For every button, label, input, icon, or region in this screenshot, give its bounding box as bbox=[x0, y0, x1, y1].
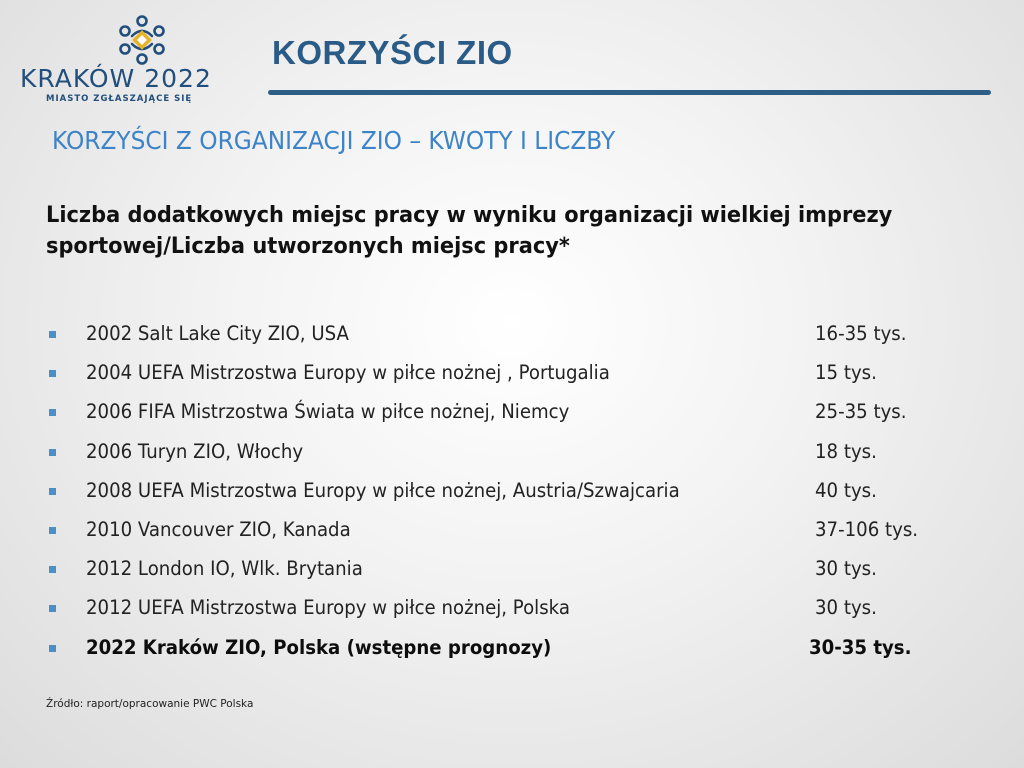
item-value: 18 tys. bbox=[815, 439, 877, 463]
jobs-list bbox=[44, 318, 984, 671]
square-bullet-icon bbox=[49, 370, 56, 377]
item-label: 2006 FIFA Mistrzostwa Świata w piłce nożnej, Niemcy bbox=[86, 400, 570, 424]
item-value: 16-35 tys. bbox=[815, 322, 907, 345]
item-value: 37-106 tys. bbox=[815, 517, 919, 541]
item-value: 40 tys. bbox=[815, 478, 877, 502]
item-label: 2022 Kraków ZIO, Polska (wstępne prognozy) bbox=[86, 635, 552, 659]
item-value: 15 tys. bbox=[815, 361, 877, 385]
square-bullet-icon bbox=[49, 645, 56, 652]
item-label: 2012 UEFA Mistrzostwa Europy w piłce nożnej, Polska bbox=[86, 596, 570, 620]
page-title: KORZYŚCI ZIO bbox=[272, 34, 513, 71]
square-bullet-icon bbox=[49, 449, 56, 456]
source-note: Źródło: raport/opracowanie PWC Polska bbox=[46, 698, 254, 710]
list-item bbox=[44, 592, 984, 631]
list-item bbox=[44, 396, 984, 435]
item-value: 30 tys. bbox=[815, 596, 877, 620]
snowflake-logo-icon bbox=[114, 12, 170, 68]
slide-heading: Liczba dodatkowych miejsc pracy w wyniku organizacji wielkiej imprezy sportowej/Liczba utworzonych miejsc pracy* bbox=[46, 202, 893, 259]
item-label: 2006 Turyn ZIO, Włochy bbox=[86, 439, 304, 463]
item-value: 30 tys. bbox=[815, 557, 877, 581]
list-item bbox=[44, 553, 984, 592]
section-subtitle: KORZYŚCI Z ORGANIZACJI ZIO – KWOTY I LICZBY bbox=[52, 126, 616, 155]
square-bullet-icon bbox=[49, 566, 56, 573]
item-label: 2008 UEFA Mistrzostwa Europy w piłce nożnej, Austria/Szwajcaria bbox=[86, 478, 680, 502]
item-label: 2012 London IO, Wlk. Brytania bbox=[86, 557, 363, 581]
header-divider bbox=[268, 90, 991, 95]
item-label: 2010 Vancouver ZIO, Kanada bbox=[86, 517, 351, 541]
item-label: 2004 UEFA Mistrzostwa Europy w piłce nożnej , Portugalia bbox=[86, 361, 610, 385]
item-label: 2002 Salt Lake City ZIO, USA bbox=[86, 322, 349, 345]
item-value: 25-35 tys. bbox=[815, 400, 907, 424]
list-item bbox=[44, 514, 984, 553]
list-item bbox=[44, 436, 984, 475]
item-value: 30-35 tys. bbox=[809, 635, 912, 659]
list-item bbox=[44, 357, 984, 396]
krakow-2022-logo bbox=[18, 8, 238, 108]
square-bullet-icon bbox=[49, 409, 56, 416]
list-item bbox=[44, 475, 984, 514]
square-bullet-icon bbox=[49, 605, 56, 612]
square-bullet-icon bbox=[49, 331, 56, 338]
list-item bbox=[44, 318, 984, 357]
list-item-krakow-2022 bbox=[44, 632, 984, 671]
logo-wordmark: KRAKÓW 2022 bbox=[20, 64, 212, 93]
square-bullet-icon bbox=[49, 527, 56, 534]
square-bullet-icon bbox=[49, 488, 56, 495]
logo-tagline: MIASTO ZGŁASZAJĄCE SIĘ bbox=[46, 94, 193, 104]
